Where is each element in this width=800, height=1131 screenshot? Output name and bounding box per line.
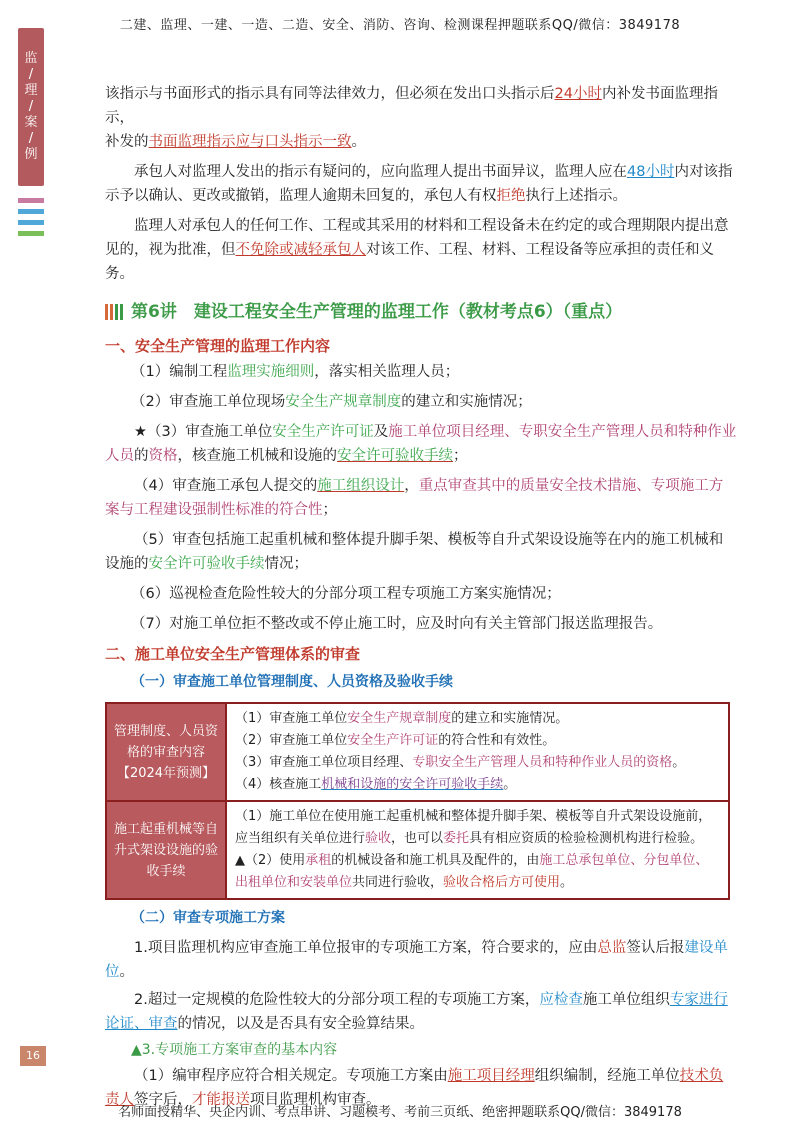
list-item: ★（3）审查施工单位安全生产许可证及施工单位项目经理、专职安全生产管理人员和特种作业人员的资格，核查施工机械和设施的安全许可验收手续；	[105, 424, 737, 464]
page-number: 16	[20, 1046, 46, 1066]
paragraph: 监理人对承包人的任何工作、工程或其采用的材料和工程设备未在约定的或合理期限内提出意见的，视为批准，但不免除或减轻承包人对该工作、工程、材料、工程设备等应承担的责任和义务。	[105, 218, 729, 282]
section-heading: 一、安全生产管理的监理工作内容	[105, 337, 331, 355]
table-row-label: 管理制度、人员资格的审查内容【2024年预测】	[106, 703, 226, 801]
list-item: （7）对施工单位拒不整改或不停止施工时，应及时向有关主管部门报送监理报告。	[131, 616, 663, 632]
subsection-heading: （一）审查施工单位管理制度、人员资格及验收手续	[131, 674, 453, 690]
paragraph: 2.超过一定规模的危险性较大的分部分项工程的专项施工方案，应检查施工单位组织专家进行论证、审查的情况，以及是否具有安全验算结果。	[105, 992, 728, 1032]
paragraph: 补发的书面监理指示应与口头指示一致。	[105, 134, 366, 150]
table-row	[106, 703, 729, 801]
side-tab-divider: /	[28, 99, 34, 114]
side-tab-char: 例	[24, 147, 38, 162]
section-heading: 二、施工单位安全生产管理体系的审查	[105, 645, 361, 663]
side-tab-divider: /	[28, 67, 34, 82]
review-table	[105, 702, 730, 900]
list-item: （4）审查施工承包人提交的施工组织设计，重点审查其中的质量安全技术措施、专项施工方案与工程建设强制性标准的符合性；	[105, 478, 724, 518]
footer-banner: 名师面授精华、央企内训、考点串讲、习题模考、考前三页纸、绝密押题联系QQ/微信：3849178	[118, 1105, 682, 1120]
side-tab-char: 监	[24, 51, 38, 66]
list-item: （2）审查施工单位现场安全生产规章制度的建立和实施情况；	[131, 394, 532, 410]
lecture-title: 第6讲 建设工程安全生产管理的监理工作（教材考点6）（重点）	[105, 300, 737, 324]
side-color-bars	[18, 198, 44, 242]
list-item: （1）编制工程监理实施细则，落实相关监理人员；	[131, 364, 460, 380]
paragraph: 该指示与书面形式的指示具有同等法律效力，但必须在发出口头指示后24小时内补发书面监理指示，	[105, 86, 718, 126]
side-tab-divider: /	[28, 131, 34, 146]
table-row-label: 施工起重机械等自升式架设设施的验收手续	[106, 801, 226, 899]
chapter-side-tab	[18, 28, 44, 186]
paragraph: 承包人对监理人发出的指示有疑问的，应向监理人提出书面异议，监理人应在48小时内对该指示予以确认、更改或撤销，监理人逾期未回复的，承包人有权拒绝执行上述指示。	[105, 164, 733, 204]
subsection-heading: （二）审查专项施工方案	[131, 910, 285, 926]
side-tab-char: 理	[24, 83, 38, 98]
table-row	[106, 801, 729, 899]
list-item: （5）审查包括施工起重机械和整体提升脚手架、模板等自升式架设设施等在内的施工机械和设施的安全许可验收手续情况；	[105, 532, 724, 572]
list-item: （6）巡视检查危险性较大的分部分项工程专项施工方案实施情况；	[131, 586, 561, 602]
paragraph: （1）编审程序应符合相关规定。专项施工方案由施工项目经理组织编制，经施工单位技术负责人签字后，才能报送项目监理机构审查。	[105, 1068, 724, 1108]
side-tab-char: 案	[24, 115, 38, 130]
table-cell: （1）施工单位在使用施工起重机械和整体提升脚手架、模板等自升式架设设施前，应当组织有关单位进行验收，也可以委托具有相应资质的检验检测机构进行检验。 ▲（2）使用承租的机械设备和施工机具及配件的，由施工总承包单位、分包单位、出租单位和安装单位共同进行验收，验收合格后方可使用。	[226, 801, 729, 899]
paragraph: 1.项目监理机构应审查施工单位报审的专项施工方案，符合要求的，应由总监签认后报建设单位。	[105, 940, 728, 980]
header-banner: 二建、监理、一建、一造、二造、安全、消防、咨询、检测课程押题联系QQ/微信：3849178	[119, 18, 681, 33]
title-bars-icon	[105, 304, 125, 320]
main-content	[105, 82, 737, 1112]
minor-heading: ▲3.专项施工方案审查的基本内容	[131, 1042, 338, 1058]
table-cell: （1）审查施工单位安全生产规章制度的建立和实施情况。 （2）审查施工单位安全生产许可证的符合性和有效性。 （3）审查施工单位项目经理、专职安全生产管理人员和特种作业人员的资格。 （4）核查施工机械和设施的安全许可验收手续。	[226, 703, 729, 801]
